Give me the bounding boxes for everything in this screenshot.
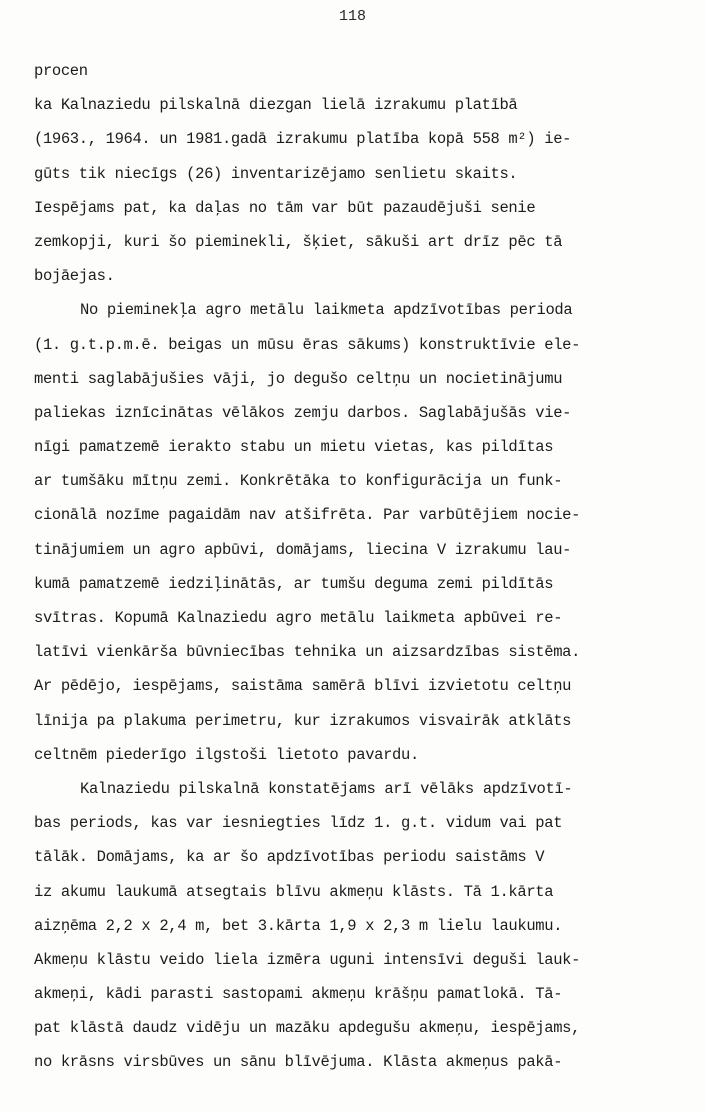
text-line: bojāejas. bbox=[34, 267, 115, 286]
text-line: celtnēm piederīgo ilgstoši lietoto pavardu. bbox=[34, 745, 419, 764]
text-line: ka Kalnaziedu pilskalnā diezgan lielā izrakumu platībā bbox=[34, 96, 518, 115]
text-line: (1. g.t.p.m.ē. beigas un mūsu ēras sākums) konstruktīvie ele- bbox=[34, 335, 581, 354]
text-line: iz akumu laukumā atsegtais blīvu akmeņu klāsts. Tā 1.kārta bbox=[34, 882, 554, 901]
text-line: latīvi vienkārša būvniecības tehnika un aizsardzības sistēma. bbox=[34, 643, 581, 662]
text-line: no krāsns virsbūves un sānu blīvējuma. Klāsta akmeņus pakā- bbox=[34, 1053, 563, 1072]
text-line: kumā pamatzemē iedziļinātās, ar tumšu deguma zemi pildītās bbox=[34, 574, 554, 593]
text-line: akmeņi, kādi parasti sastopami akmeņu krāšņu pamatlokā. Tā- bbox=[34, 985, 563, 1004]
text-line: procen bbox=[34, 62, 88, 80]
text-line: zemkopji, kuri šo pieminekli, šķiet, sākuši art drīz pēc tā bbox=[34, 232, 563, 251]
text-line: aizņēma 2,2 x 2,4 m, bet 3.kārta 1,9 x 2,3 m lielu laukumu. bbox=[34, 916, 563, 935]
text-line: Iespējams pat, ka daļas no tām var būt pazaudējuši senie bbox=[34, 198, 536, 217]
body-text bbox=[34, 54, 684, 1080]
text-line: līnija pa plakuma perimetru, kur izrakumos visvairāk atklāts bbox=[34, 711, 572, 730]
text-line: Kalnaziedu pilskalnā konstatējams arī vēlāks apdzīvotī- bbox=[80, 779, 573, 798]
text-line: No pieminekļa agro metālu laikmeta apdzīvotības perioda bbox=[80, 301, 573, 320]
text-line: (1963., 1964. un 1981.gadā izrakumu platība kopā 558 m²) ie- bbox=[34, 130, 572, 149]
text-line: menti saglabājušies vāji, jo degušo celtņu un nocietinājumu bbox=[34, 369, 563, 388]
text-line: Akmeņu klāstu veido liela izmēra uguni intensīvi deguši lauk- bbox=[34, 950, 581, 969]
text-line: tinājumiem un agro apbūvi, domājams, liecina V izrakumu lau- bbox=[34, 540, 572, 559]
text-line: gūts tik niecīgs (26) inventarizējamo senlietu skaits. bbox=[34, 164, 518, 183]
text-line: cionālā nozīme pagaidām nav atšifrēta. Par varbūtējiem nocie- bbox=[34, 506, 581, 525]
text-line: tālāk. Domājams, ka ar šo apdzīvotības periodu saistāms V bbox=[34, 848, 545, 867]
text-line: Ar pēdējo, iespējams, saistāma samērā blīvi izvietotu celtņu bbox=[34, 677, 572, 696]
text-line: paliekas iznīcinātas vēlākos zemju darbos. Saglabājušās vie- bbox=[34, 403, 572, 422]
text-line: svītras. Kopumā Kalnaziedu agro metālu laikmeta apbūvei re- bbox=[34, 609, 563, 627]
text-line: ar tumšāku mītņu zemi. Konkrētāka to konfigurācija un funk- bbox=[34, 472, 563, 491]
page-number: 118 bbox=[338, 8, 366, 25]
text-line: pat klāstā daudz vidēju un mazāku apdegušu akmeņu, iespējams, bbox=[34, 1019, 581, 1038]
text-line: nīgi pamatzemē ierakto stabu un mietu vietas, kas pildītas bbox=[34, 438, 554, 457]
text-line: bas periods, kas var iesniegties līdz 1. g.t. vidum vai pat bbox=[34, 814, 563, 833]
